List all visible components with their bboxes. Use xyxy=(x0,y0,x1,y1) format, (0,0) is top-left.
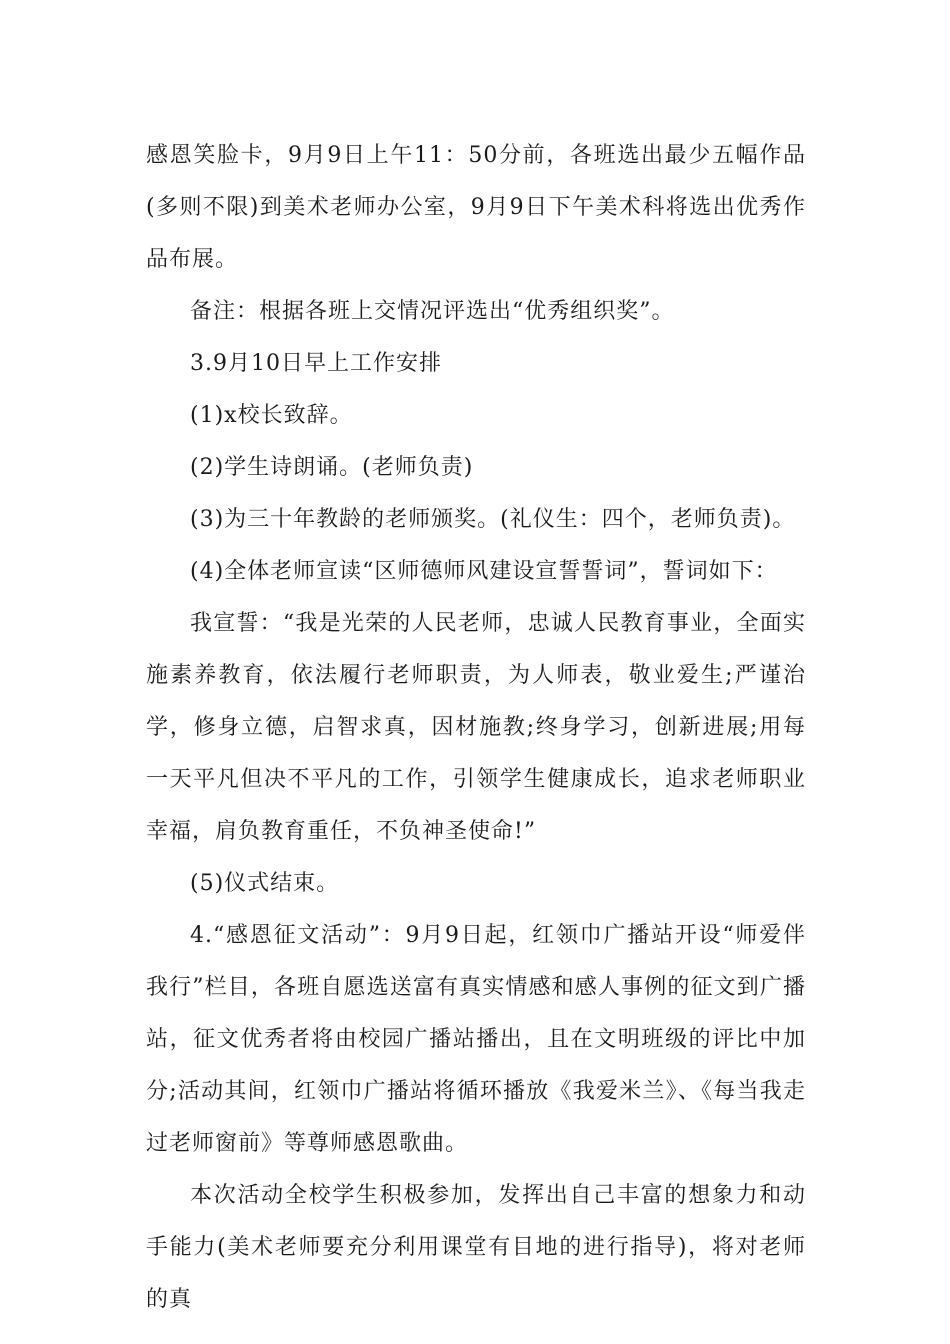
list-item-3: (3)为三十年教龄的老师颁奖。(礼仪生：四个，老师负责)。 xyxy=(190,507,796,532)
paragraph-summary: 本次活动全校学生积极参加，发挥出自己丰富的想象力和动手能力(美术老师要充分利用课堂有目地的进行指导)，将对老师的真 xyxy=(146,1183,806,1312)
document-body xyxy=(146,130,806,1326)
paragraph-section-4: 4.“感恩征文活动”：9月9日起，红领巾广播站开设“师爱伴我行”栏目，各班自愿选送富有真实情感和感人事例的征文到广播站，征文优秀者将由校园广播站播出，且在文明班级的评比中加分;活动其间，红领巾广播站将循环播放《我爱米兰》、《每当我走过老师窗前》等尊师感恩歌曲。 xyxy=(146,923,806,1156)
paragraph-smile-card: 感恩笑脸卡，9月9日上午11：50分前，各班选出最少五幅作品(多则不限)到美术老师办公室，9月9日下午美术科将选出优秀作品布展。 xyxy=(146,143,806,272)
paragraph-note: 备注：根据各班上交情况评选出“优秀组织奖”。 xyxy=(190,299,675,324)
paragraph-oath: 我宣誓：“我是光荣的人民老师，忠诚人民教育事业，全面实施素养教育，依法履行老师职责，为人师表，敬业爱生;严谨治学，修身立德，启智求真，因材施教;终身学习，创新进展;用每一天平凡但决不平凡的工作，引领学生健康成长，追求老师职业幸福，肩负教育重任，不负神圣使命!” xyxy=(146,611,806,844)
list-item-2: (2)学生诗朗诵。(老师负责) xyxy=(190,455,474,480)
list-item-1: (1)x校长致辞。 xyxy=(190,403,353,428)
list-item-5: (5)仪式结束。 xyxy=(190,871,340,896)
paragraph-section-3-heading: 3.9月10日早上工作安排 xyxy=(190,351,442,376)
list-item-4: (4)全体老师宣读“区师德师风建设宣誓誓词”，誓词如下： xyxy=(190,559,778,584)
